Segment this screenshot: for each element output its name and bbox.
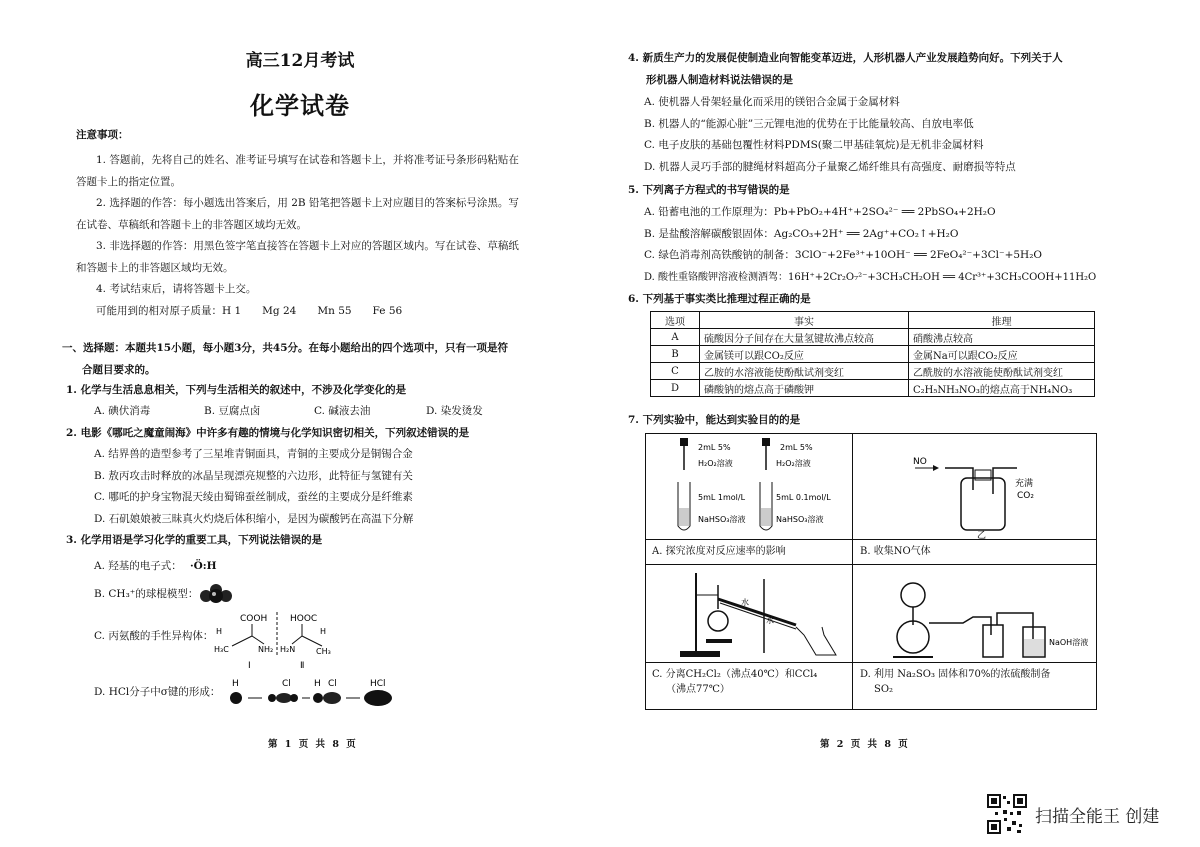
- q4-option-a: A. 使机器人骨架轻量化而采用的镁铝合金属于金属材料: [644, 96, 900, 108]
- q7-apparatus-b: [853, 434, 1096, 539]
- table-row: [651, 363, 1095, 380]
- q5-option-d: D. 酸性重铬酸钾溶液检测酒驾：16H⁺+2Cr₂O₇²⁻+3CH₃CH₂OH ══ 4Cr³⁺+3CH₃COOH+11H₂O: [644, 271, 1097, 283]
- q7-b-apparatus-label: 乙: [977, 531, 987, 539]
- svg-text:H₃C: H₃C: [214, 645, 229, 654]
- q5-options: [644, 202, 1096, 288]
- h-atom-label: H: [232, 679, 239, 689]
- q6-cell-option: D: [651, 380, 700, 397]
- q7-a-solution-2: 5mL 0.1mol/L: [776, 493, 831, 502]
- q2-option-c: C. 哪吒的护身宝物混天绫由蜀锦蚕丝制成，蚕丝的主要成分是纤维素: [94, 491, 413, 503]
- notes-block: [76, 150, 546, 322]
- isomer-ii-label: Ⅱ: [300, 661, 305, 670]
- q7-a-volume-2: 2mL 5%: [780, 443, 813, 452]
- question-3: 3. 化学用语是学习化学的重要工具，下列说法错误的是: [66, 534, 323, 546]
- cooh-label: COOH: [240, 614, 268, 624]
- q1-option-d: D. 染发烫发: [426, 405, 483, 417]
- q4-stem-a: 4. 新质生产力的发展促使制造业向智能变革迈进，人形机器人产业发展趋势向好。下列关于人: [628, 52, 1063, 64]
- page-2-footer: 第 2 页 共 8 页: [820, 739, 910, 750]
- q7-a-solution-1: 5mL 1mol/L: [698, 493, 746, 502]
- q7-a-solution-1b: NaHSO₃溶液: [698, 515, 746, 524]
- scanner-watermark: 扫描全能王 创建: [1035, 807, 1160, 827]
- question-1: 1. 化学与生活息息相关，下列与生活相关的叙述中，不涉及化学变化的是: [66, 384, 407, 396]
- q7-d-naoh-label: NaOH溶液: [1049, 638, 1089, 647]
- q7-caption-d-line1: D. 利用 Na₂SO₃ 固体和70%的浓硫酸制备: [860, 669, 1051, 680]
- q6-table-header-row: [651, 312, 1095, 329]
- q6-header-fact: 事实: [700, 312, 909, 329]
- q7-experiment-grid: [645, 433, 1097, 710]
- q1-option-c: C. 碱液去油: [314, 405, 371, 417]
- q7-a-volume-1: 2mL 5%: [698, 443, 731, 452]
- note-4: 4. 考试结束后，请将答题卡上交。: [96, 283, 257, 295]
- page-1-footer: 第 1 页 共 8 页: [268, 739, 358, 750]
- q6-cell-inference: 金属Na可以跟CO₂反应: [909, 346, 1095, 363]
- q6-cell-option: C: [651, 363, 700, 380]
- q4-option-c: C. 电子皮肤的基础包覆性材料PDMS(聚二甲基硅氧烷)是无机非金属材料: [644, 139, 984, 151]
- q7-b-fill-label: 充满: [1015, 479, 1034, 489]
- note-2b: 在试卷、草稿纸和答题卡上的非答题区域均无效。: [76, 218, 307, 231]
- section-1-a: 一、选择题：本题共15小题，每小题3分，共45分。在每小题给出的四个选项中，只有一项是符: [62, 342, 509, 354]
- note-1a: 1. 答题前，先将自己的姓名、准考证号填写在试卷和答题卡上，并将准考证号条形码粘贴在: [96, 154, 519, 166]
- q3-option-c-label: C. 丙氨酸的手性异构体：: [94, 630, 214, 642]
- q6-cell-fact: 磷酸钠的熔点高于磷酸钾: [700, 380, 909, 397]
- question-7: 7. 下列实验中，能达到实验目的的是: [628, 414, 801, 426]
- hcl-label: HCl: [370, 679, 386, 689]
- q7-apparatus-a: [646, 434, 852, 539]
- ch3-ball-stick-model: [198, 582, 234, 606]
- right-page: [600, 0, 1200, 847]
- q7-caption-c: [652, 667, 817, 697]
- q3-hydroxyl-formula: ·Ö:H: [190, 560, 217, 572]
- notes-heading: 注意事项：: [76, 129, 129, 141]
- note-2a: 2. 选择题的作答：每小题选出答案后，用 2B 铅笔把答题卡上对应题目的答案标号涂黑。写: [96, 197, 519, 209]
- q7-a-reagent-1: H₂O₂溶液: [698, 459, 733, 468]
- q6-cell-inference: C₂H₅NH₃NO₃的熔点高于NH₄NO₃: [909, 380, 1095, 397]
- q4-options: [644, 92, 1016, 178]
- section-1: [62, 338, 552, 381]
- q7-c-water-label: 水: [766, 616, 774, 625]
- section-1-b: 合题目要求的。: [82, 363, 156, 376]
- q6-cell-fact: 乙胺的水溶液能使酚酞试剂变红: [700, 363, 909, 380]
- exam-title: 高三12月考试: [245, 51, 355, 71]
- q3-option-d-label: D. HCl分子中σ键的形成：: [94, 686, 221, 698]
- atomic-masses: 可能用到的相对原子质量：H 1 Mg 24 Mn 55 Fe 56: [96, 304, 403, 317]
- table-row: [651, 329, 1095, 346]
- q2-option-a: A. 结界兽的造型参考了三星堆青铜面具，青铜的主要成分是铜锡合金: [94, 448, 413, 460]
- note-3a: 3. 非选择题的作答：用黑色签字笔直接答在答题卡上对应的答题区域内。写在试卷、草稿纸: [96, 240, 519, 252]
- q4-option-d: D. 机器人灵巧手部的腱绳材料超高分子量聚乙烯纤维具有高强度、耐磨损等特点: [644, 160, 1016, 173]
- svg-text:H: H: [320, 627, 327, 636]
- svg-text:H: H: [216, 627, 223, 636]
- q1-option-b: B. 豆腐点卤: [204, 405, 261, 417]
- q7-a-solution-2b: NaHSO₃溶液: [776, 515, 824, 524]
- q6-cell-fact: 硫酸因分子间存在大量氢键故沸点较高: [700, 329, 909, 346]
- q7-caption-d-line2: SO₂: [874, 684, 894, 695]
- hooc-label: HOOC: [290, 614, 318, 624]
- sigma-bond-formation-diagram: [226, 676, 396, 710]
- q7-b-co2-label: CO₂: [1017, 491, 1034, 501]
- grid-line: [646, 539, 1096, 540]
- qr-code-icon: [987, 794, 1027, 834]
- q6-cell-option: B: [651, 346, 700, 363]
- cl-atom-label: Cl: [282, 679, 291, 689]
- note-1b: 答题卡上的指定位置。: [76, 175, 181, 188]
- q1-option-a: A. 碘伏消毒: [94, 405, 151, 417]
- svg-text:Cl: Cl: [328, 679, 337, 689]
- alanine-enantiomers-diagram: [212, 610, 342, 670]
- svg-text:NH₂: NH₂: [258, 645, 274, 654]
- q7-a-reagent-2: H₂O₂溶液: [776, 459, 811, 468]
- q7-caption-a: A. 探究浓度对反应速率的影响: [652, 546, 786, 557]
- svg-text:水: 水: [741, 598, 749, 607]
- svg-text:H₂N: H₂N: [280, 645, 296, 654]
- q7-apparatus-d: [853, 565, 1096, 662]
- q5-option-c: C. 绿色消毒剂高铁酸钠的制备：3ClO⁻+2Fe³⁺+10OH⁻ ══ 2FeO₄²⁻+3Cl⁻+5H₂O: [644, 249, 1043, 261]
- q7-b-gas-label: NO: [913, 457, 927, 467]
- svg-text:H: H: [314, 679, 321, 689]
- q5-option-b: B. 是盐酸溶解碳酸银固体：Ag₂CO₃+2H⁺ ══ 2Ag⁺+CO₂↑+H₂O: [644, 227, 959, 240]
- q6-cell-option: A: [651, 329, 700, 346]
- q7-caption-d: [860, 667, 1050, 697]
- question-2: 2. 电影《哪吒之魔童闹海》中许多有趣的情境与化学知识密切相关，下列叙述错误的是: [66, 427, 470, 439]
- table-row: [651, 380, 1095, 397]
- isomer-i-label: Ⅰ: [248, 661, 251, 670]
- q6-table: [650, 311, 1095, 397]
- q7-caption-c-line1: C. 分离CH₂Cl₂（沸点40℃）和CCl₄: [652, 669, 818, 680]
- q6-cell-inference: 乙酰胺的水溶液能使酚酞试剂变红: [909, 363, 1095, 380]
- note-3b: 和答题卡上的非答题区域均无效。: [76, 261, 234, 274]
- svg-text:CH₃: CH₃: [316, 647, 331, 656]
- q6-cell-fact: 金属镁可以跟CO₂反应: [700, 346, 909, 363]
- q7-caption-b: B. 收集NO气体: [860, 546, 931, 557]
- q6-header-inference: 推理: [909, 312, 1095, 329]
- paper-title: 化学试卷: [250, 91, 350, 120]
- question-5: 5. 下列离子方程式的书写错误的是: [628, 184, 790, 196]
- grid-line: [646, 662, 1096, 663]
- q6-header-option: 选项: [651, 312, 700, 329]
- q4-stem-b: 形机器人制造材料说法错误的是: [646, 73, 793, 86]
- q6-cell-inference: 硝酸沸点较高: [909, 329, 1095, 346]
- q7-caption-c-line2: （沸点77℃）: [666, 684, 730, 695]
- question-6: 6. 下列基于事实类比推理过程正确的是: [628, 293, 811, 305]
- q5-option-a: A. 铅蓄电池的工作原理为：Pb+PbO₂+4H⁺+2SO₄²⁻ ══ 2PbSO₄+2H₂O: [644, 206, 996, 218]
- q2-option-b: B. 敖丙攻击时释放的冰晶呈现漂亮规整的六边形，此特征与氢键有关: [94, 470, 413, 482]
- q7-apparatus-c: [646, 565, 852, 662]
- q3-option-b-label: B. CH₃⁺的球棍模型：: [94, 588, 199, 600]
- table-row: [651, 346, 1095, 363]
- question-4: [628, 48, 1063, 91]
- q4-option-b: B. 机器人的“能源心脏”三元锂电池的优势在于比能量较高、自放电率低: [644, 117, 974, 130]
- q3-option-a-label: A. 羟基的电子式：: [94, 560, 182, 572]
- q2-option-d: D. 石矶娘娘被三昧真火灼烧后体积缩小，是因为碳酸钙在高温下分解: [94, 513, 414, 525]
